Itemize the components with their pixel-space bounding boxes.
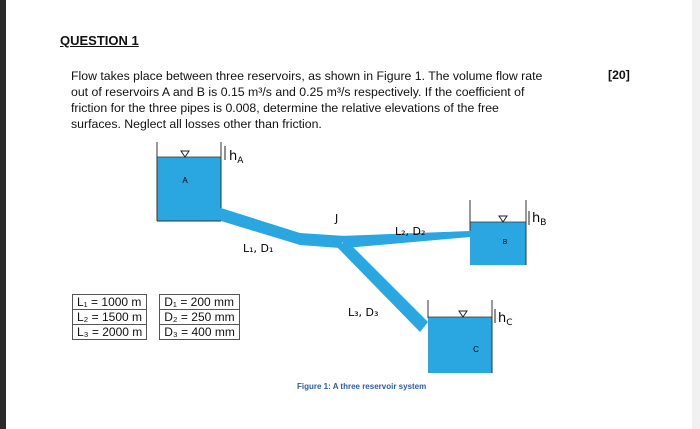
question-line-4: surfaces. Neglect all losses other than friction. (71, 117, 322, 131)
hc-label: $h_C$ (498, 311, 513, 328)
junction-label: J (335, 212, 339, 225)
table-row (73, 310, 240, 325)
pipe-1 (221, 208, 345, 248)
reservoir-b-label: B (502, 239, 508, 246)
length-cell: L₃ = 2000 m (73, 325, 147, 340)
question-marks: [20] (608, 68, 630, 82)
reservoir-b (470, 222, 526, 265)
pipe-1-label: L₁, D₁ (243, 242, 274, 255)
reservoir-c-label: C (473, 345, 479, 354)
water-surface-c-icon (459, 311, 467, 317)
reservoir-c (428, 317, 492, 373)
table-row (73, 325, 240, 340)
pipe-3-label: L₃, D₃ (348, 306, 379, 319)
hb-label: $h_B$ (532, 211, 547, 228)
diameter-cell: D₁ = 200 mm (160, 295, 240, 310)
question-line-1: Flow takes place between three reservoirs, as shown in Figure 1. The volume flow rate (71, 69, 543, 83)
length-cell: L₂ = 1500 m (73, 310, 147, 325)
question-line-2: out of reservoirs A and B is 0.15 m³/s and 0.25 m³/s respectively. If the coefficient of (71, 85, 525, 99)
question-title: QUESTION 1 (60, 33, 139, 48)
reservoir-a (157, 157, 221, 221)
reservoir-a-label: A (182, 176, 188, 185)
water-surface-a-icon (181, 151, 189, 157)
pipe-parameters-table (72, 294, 240, 340)
table-row (73, 295, 240, 310)
figure-caption: Figure 1: A three reservoir system (297, 382, 427, 391)
length-cell: L₁ = 1000 m (73, 295, 147, 310)
diameter-cell: D₂ = 250 mm (160, 310, 240, 325)
water-surface-b-icon (499, 216, 507, 222)
question-line-3: friction for the three pipes is 0.008, determine the relative elevations of the free (71, 101, 499, 115)
ha-label: $h_A$ (229, 149, 244, 166)
pipe-2-label: L₂, D₂ (395, 225, 426, 238)
diameter-cell: D₃ = 400 mm (160, 325, 240, 340)
